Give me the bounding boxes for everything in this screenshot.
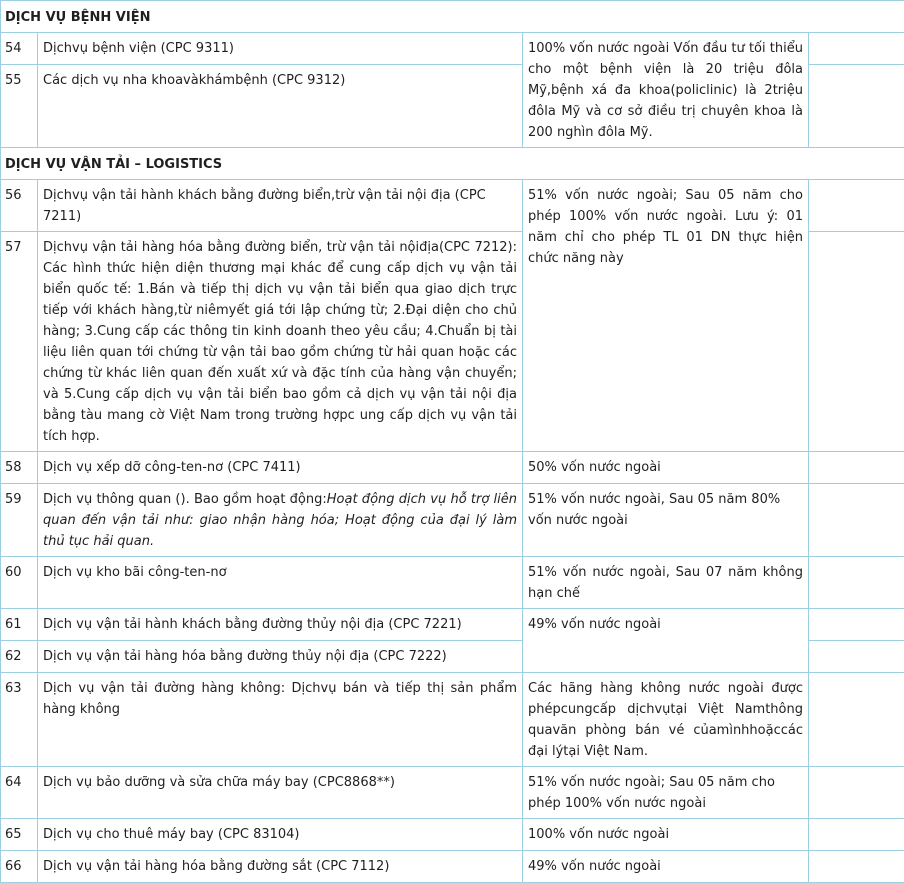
row-number: 65 xyxy=(1,819,38,851)
row-number: 63 xyxy=(1,673,38,767)
service-cell xyxy=(38,484,523,557)
row-number: 55 xyxy=(1,65,38,148)
table-row xyxy=(1,180,904,232)
row-number: 56 xyxy=(1,180,38,232)
condition-cell: 100% vốn nước ngoài Vốn đầu tư tối thiểu cho một bệnh viện là 20 triệu đôla Mỹ,bệnh xá đa khoa(policlinic) là 2triệu đôla Mỹ và cơ sở điều trị chuyên khoa là 200 nghìn đôla Mỹ. xyxy=(523,33,809,148)
empty-cell xyxy=(809,557,904,609)
table-row xyxy=(1,557,904,609)
empty-cell xyxy=(809,819,904,851)
section-title: DỊCH VỤ VẬN TẢI – LOGISTICS xyxy=(1,148,904,180)
table-row xyxy=(1,452,904,484)
condition-cell: 51% vốn nước ngoài, Sau 05 năm 80% vốn nước ngoài xyxy=(523,484,809,557)
empty-cell xyxy=(809,767,904,819)
service-cell: Dịch vụ vận tải hàng hóa bằng đường thủy nội địa (CPC 7222) xyxy=(38,641,523,673)
service-cell: Dịch vụ vận tải hàng hóa bằng đường sắt (CPC 7112) xyxy=(38,851,523,883)
service-cell: Dịchvụ vận tải hàng hóa bằng đường biển, trừ vận tải nộiđịa(CPC 7212): Các hình thức hiện diện thương mại khác để cung cấp dịch vụ vận tải biển quốc tế: 1.Bán và tiếp thị dịch vụ vận tải biển qua giao dịch trực tiếp với khách hàng,từ niêmyết giá tới lập chứng từ; 2.Đại diện cho chủ hàng; 3.Cung cấp các thông tin kinh doanh theo yêu cầu; 4.Chuẩn bị tài liệu liên quan tới chứng từ vận tải bao gồm chứng từ hải quan hoặc các chứng từ khác liên quan đến xuất xứ và đặc tính của hàng vận chuyển; và 5.Cung cấp dịch vụ vận tải biển bao gồm cả dịch vụ vận tải nội địa bằng tàu mang cờ Việt Nam trong trường hợpc ung cấp dịch vụ vận tải tích hợp. xyxy=(38,232,523,452)
service-cell: Dịchvụ bệnh viện (CPC 9311) xyxy=(38,33,523,65)
condition-cell: 49% vốn nước ngoài xyxy=(523,851,809,883)
row-number: 66 xyxy=(1,851,38,883)
empty-cell xyxy=(809,65,904,148)
row-number: 58 xyxy=(1,452,38,484)
empty-cell xyxy=(809,452,904,484)
condition-cell: 100% vốn nước ngoài xyxy=(523,819,809,851)
service-cell: Dịch vụ bảo dưỡng và sửa chữa máy bay (CPC8868**) xyxy=(38,767,523,819)
section-header-row xyxy=(1,1,904,33)
service-cell: Dịch vụ cho thuê máy bay (CPC 83104) xyxy=(38,819,523,851)
empty-cell xyxy=(809,232,904,452)
condition-cell: 49% vốn nước ngoài xyxy=(523,609,809,673)
condition-cell: 51% vốn nước ngoài; Sau 05 năm cho phép 100% vốn nước ngoài xyxy=(523,767,809,819)
empty-cell xyxy=(809,641,904,673)
table-row xyxy=(1,609,904,641)
empty-cell xyxy=(809,180,904,232)
empty-cell xyxy=(809,673,904,767)
table-row xyxy=(1,484,904,557)
condition-cell: 50% vốn nước ngoài xyxy=(523,452,809,484)
row-number: 61 xyxy=(1,609,38,641)
service-italic-text: Hoạt động dịch vụ hỗ trợ liên quan đến vận tải như: giao nhận hàng hóa; Hoạt động của đại lý làm thủ tục hải quan. xyxy=(43,492,517,549)
section-title: DỊCH VỤ BỆNH VIỆN xyxy=(1,1,904,33)
condition-cell: Các hãng hàng không nước ngoài được phépcungcấp dịchvụtại Việt Namthông quavăn phòng bán vé củamìnhhoặccác đại lýtại Việt Nam. xyxy=(523,673,809,767)
row-number: 59 xyxy=(1,484,38,557)
empty-cell xyxy=(809,33,904,65)
table-row xyxy=(1,33,904,65)
condition-cell: 51% vốn nước ngoài, Sau 07 năm không hạn chế xyxy=(523,557,809,609)
service-cell: Dịchvụ vận tải hành khách bằng đường biển,trừ vận tải nội địa (CPC 7211) xyxy=(38,180,523,232)
table-row xyxy=(1,767,904,819)
service-cell: Các dịch vụ nha khoavàkhámbệnh (CPC 9312) xyxy=(38,65,523,148)
table-row xyxy=(1,673,904,767)
section-header-row xyxy=(1,148,904,180)
service-cell: Dịch vụ kho bãi công-ten-nơ xyxy=(38,557,523,609)
empty-cell xyxy=(809,609,904,641)
empty-cell xyxy=(809,851,904,883)
service-cell: Dịch vụ vận tải đường hàng không: Dịchvụ bán và tiếp thị sản phẩm hàng không xyxy=(38,673,523,767)
table-row xyxy=(1,851,904,883)
row-number: 54 xyxy=(1,33,38,65)
row-number: 57 xyxy=(1,232,38,452)
row-number: 60 xyxy=(1,557,38,609)
service-text: Dịch vụ thông quan (). Bao gồm hoạt động: xyxy=(43,492,327,507)
service-cell: Dịch vụ vận tải hành khách bằng đường thủy nội địa (CPC 7221) xyxy=(38,609,523,641)
condition-cell: 51% vốn nước ngoài; Sau 05 năm cho phép 100% vốn nước ngoài. Lưu ý: 01 năm chỉ cho phép TL 01 DN thực hiện chức năng này xyxy=(523,180,809,452)
table-row xyxy=(1,819,904,851)
service-cell: Dịch vụ xếp dỡ công-ten-nơ (CPC 7411) xyxy=(38,452,523,484)
empty-cell xyxy=(809,484,904,557)
row-number: 62 xyxy=(1,641,38,673)
row-number: 64 xyxy=(1,767,38,819)
